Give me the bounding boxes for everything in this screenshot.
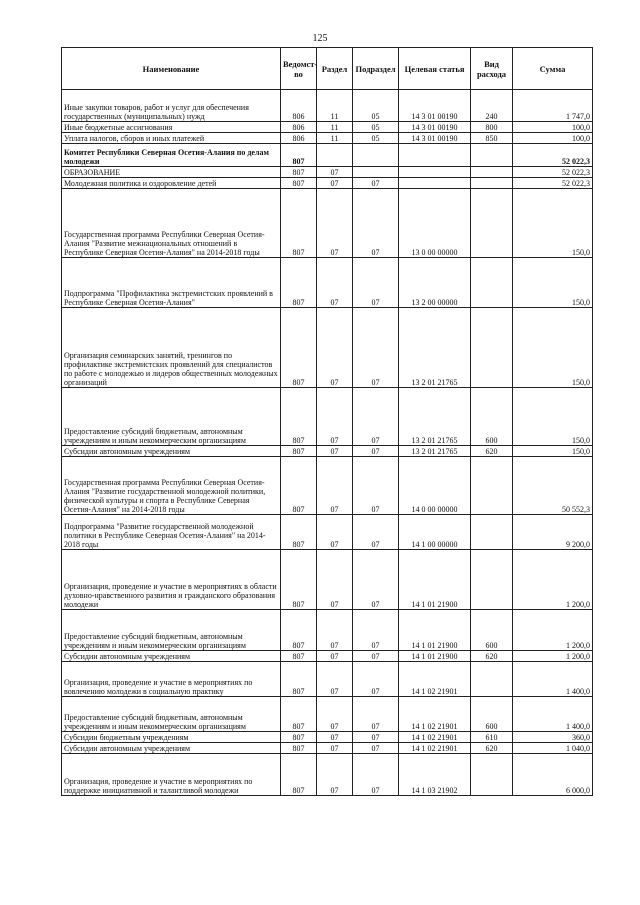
row-name: Государственная программа Республики Северная Осетия-Алания "Развитие межнациональных отношений в Республике Северная Осетия-Алания" на 2014-2018 годы bbox=[62, 189, 281, 258]
row-target: 14 1 02 21901 bbox=[399, 732, 471, 743]
row-section: 07 bbox=[317, 651, 353, 662]
row-sum: 360,0 bbox=[513, 732, 593, 743]
table-row bbox=[62, 662, 593, 697]
row-sum: 1 747,0 bbox=[513, 90, 593, 122]
budget-table bbox=[61, 47, 593, 796]
row-section: 11 bbox=[317, 133, 353, 144]
row-target: 14 1 00 00000 bbox=[399, 515, 471, 550]
table-row bbox=[62, 189, 593, 258]
row-subsection: 07 bbox=[353, 446, 399, 457]
row-dept: 806 bbox=[281, 90, 317, 122]
row-subsection: 07 bbox=[353, 258, 399, 308]
row-dept: 807 bbox=[281, 167, 317, 178]
header-name: Наименование bbox=[62, 48, 281, 90]
row-exptype bbox=[471, 167, 513, 178]
row-section: 11 bbox=[317, 122, 353, 133]
row-target bbox=[399, 144, 471, 167]
row-dept: 807 bbox=[281, 697, 317, 732]
row-sum: 9 200,0 bbox=[513, 515, 593, 550]
row-dept: 807 bbox=[281, 662, 317, 697]
row-dept: 807 bbox=[281, 178, 317, 189]
row-subsection: 05 bbox=[353, 122, 399, 133]
row-name: Подпрограмма "Развитие государственной молодежной политики в Республике Северная Осетия-Алания" на 2014-2018 годы bbox=[62, 515, 281, 550]
row-target: 14 0 00 00000 bbox=[399, 457, 471, 515]
row-exptype bbox=[471, 754, 513, 796]
row-subsection: 07 bbox=[353, 651, 399, 662]
row-exptype bbox=[471, 178, 513, 189]
row-name: Комитет Республики Северная Осетия-Алания по делам молодежи bbox=[62, 144, 281, 167]
row-dept: 807 bbox=[281, 308, 317, 388]
table-row bbox=[62, 515, 593, 550]
table-row bbox=[62, 258, 593, 308]
row-section: 07 bbox=[317, 610, 353, 651]
row-name: Иные закупки товаров, работ и услуг для обеспечения государственных (муниципальных) нужд bbox=[62, 90, 281, 122]
row-subsection: 07 bbox=[353, 189, 399, 258]
row-section: 07 bbox=[317, 662, 353, 697]
row-name: Подпрограмма "Профилактика экстремистских проявлений в Республике Северная Осетия-Алания" bbox=[62, 258, 281, 308]
row-exptype bbox=[471, 189, 513, 258]
row-dept: 807 bbox=[281, 610, 317, 651]
row-dept: 807 bbox=[281, 651, 317, 662]
row-name: Субсидии автономным учреждениям bbox=[62, 446, 281, 457]
table-row bbox=[62, 457, 593, 515]
row-dept: 807 bbox=[281, 446, 317, 457]
row-exptype: 240 bbox=[471, 90, 513, 122]
row-subsection: 07 bbox=[353, 610, 399, 651]
row-sum: 1 040,0 bbox=[513, 743, 593, 754]
row-target: 14 1 03 21902 bbox=[399, 754, 471, 796]
row-subsection: 07 bbox=[353, 515, 399, 550]
row-section bbox=[317, 144, 353, 167]
row-dept: 807 bbox=[281, 515, 317, 550]
row-name: Уплата налогов, сборов и иных платежей bbox=[62, 133, 281, 144]
row-exptype bbox=[471, 308, 513, 388]
row-section: 07 bbox=[317, 189, 353, 258]
header-sum: Сумма bbox=[513, 48, 593, 90]
header-subsection: Подраздел bbox=[353, 48, 399, 90]
row-target: 13 2 00 00000 bbox=[399, 258, 471, 308]
row-name: Предоставление субсидий бюджетным, автономным учреждениям и иным некоммерческим организациям bbox=[62, 697, 281, 732]
row-subsection bbox=[353, 144, 399, 167]
header-exptype: Вид расхода bbox=[471, 48, 513, 90]
header-dept: Ведомст-во bbox=[281, 48, 317, 90]
row-exptype bbox=[471, 515, 513, 550]
row-exptype: 600 bbox=[471, 388, 513, 446]
row-dept: 807 bbox=[281, 189, 317, 258]
row-target bbox=[399, 167, 471, 178]
row-exptype: 620 bbox=[471, 743, 513, 754]
row-subsection: 07 bbox=[353, 178, 399, 189]
row-name: Организация семинарских занятий, тренингов по профилактике экстремистских проявлений для специалистов по работе с молодежью и лидеров общественных молодежных организаций bbox=[62, 308, 281, 388]
row-sum: 150,0 bbox=[513, 388, 593, 446]
table-row bbox=[62, 133, 593, 144]
row-name: Предоставление субсидий бюджетным, автономным учреждениям и иным некоммерческим организациям bbox=[62, 388, 281, 446]
row-sum: 6 000,0 bbox=[513, 754, 593, 796]
table-row bbox=[62, 610, 593, 651]
row-section: 07 bbox=[317, 457, 353, 515]
row-sum: 52 022,3 bbox=[513, 178, 593, 189]
table-row bbox=[62, 697, 593, 732]
row-name: Государственная программа Республики Северная Осетия-Алания "Развитие государственной молодежной политики, физической культуры и спорта в Республике Северная Осетия-Алания" на 2014-2018 годы bbox=[62, 457, 281, 515]
row-sum: 1 200,0 bbox=[513, 651, 593, 662]
row-sum: 150,0 bbox=[513, 308, 593, 388]
row-name: Субсидии автономным учреждениям bbox=[62, 743, 281, 754]
row-section: 07 bbox=[317, 308, 353, 388]
row-subsection: 07 bbox=[353, 743, 399, 754]
row-exptype bbox=[471, 457, 513, 515]
row-dept: 807 bbox=[281, 457, 317, 515]
table-row bbox=[62, 651, 593, 662]
row-dept: 807 bbox=[281, 144, 317, 167]
row-sum: 1 200,0 bbox=[513, 610, 593, 651]
table-row bbox=[62, 550, 593, 610]
row-subsection: 07 bbox=[353, 754, 399, 796]
row-target: 13 2 01 21765 bbox=[399, 308, 471, 388]
row-name: Субсидии автономным учреждениям bbox=[62, 651, 281, 662]
row-sum: 150,0 bbox=[513, 189, 593, 258]
row-target: 14 1 01 21900 bbox=[399, 550, 471, 610]
row-section: 07 bbox=[317, 754, 353, 796]
row-sum: 1 400,0 bbox=[513, 662, 593, 697]
row-sum: 50 552,3 bbox=[513, 457, 593, 515]
row-dept: 807 bbox=[281, 754, 317, 796]
row-dept: 807 bbox=[281, 550, 317, 610]
row-name: Организация, проведение и участие в мероприятиях по вовлечению молодежи в социальную практику bbox=[62, 662, 281, 697]
table-row bbox=[62, 743, 593, 754]
row-subsection: 07 bbox=[353, 697, 399, 732]
row-section: 07 bbox=[317, 178, 353, 189]
row-exptype: 610 bbox=[471, 732, 513, 743]
row-subsection: 07 bbox=[353, 388, 399, 446]
header-target: Целевая статья bbox=[399, 48, 471, 90]
row-section: 07 bbox=[317, 167, 353, 178]
row-target: 14 1 02 21901 bbox=[399, 697, 471, 732]
row-target: 14 1 01 21900 bbox=[399, 651, 471, 662]
row-name: Организация, проведение и участие в мероприятиях в области духовно-нравственного развития и гражданского образования молодежи bbox=[62, 550, 281, 610]
row-subsection: 07 bbox=[353, 662, 399, 697]
row-sum: 52 022,3 bbox=[513, 167, 593, 178]
row-section: 07 bbox=[317, 515, 353, 550]
table-row bbox=[62, 178, 593, 189]
row-name: Предоставление субсидий бюджетным, автономным учреждениям и иным некоммерческим организациям bbox=[62, 610, 281, 651]
row-name: ОБРАЗОВАНИЕ bbox=[62, 167, 281, 178]
row-subsection: 07 bbox=[353, 732, 399, 743]
row-name: Организация, проведение и участие в мероприятиях по поддержке инициативной и талантливой молодежи bbox=[62, 754, 281, 796]
row-sum: 150,0 bbox=[513, 258, 593, 308]
row-dept: 807 bbox=[281, 732, 317, 743]
row-target: 14 3 01 00190 bbox=[399, 90, 471, 122]
row-sum: 150,0 bbox=[513, 446, 593, 457]
row-target: 13 2 01 21765 bbox=[399, 388, 471, 446]
row-dept: 806 bbox=[281, 122, 317, 133]
row-section: 07 bbox=[317, 446, 353, 457]
row-name: Иные бюджетные ассигнования bbox=[62, 122, 281, 133]
table-row bbox=[62, 308, 593, 388]
row-sum: 100,0 bbox=[513, 122, 593, 133]
row-target: 14 1 02 21901 bbox=[399, 743, 471, 754]
row-target: 14 3 01 00190 bbox=[399, 122, 471, 133]
row-section: 07 bbox=[317, 732, 353, 743]
row-target: 14 1 01 21900 bbox=[399, 610, 471, 651]
table-row bbox=[62, 732, 593, 743]
row-exptype: 620 bbox=[471, 446, 513, 457]
row-dept: 807 bbox=[281, 743, 317, 754]
row-exptype bbox=[471, 662, 513, 697]
row-target: 14 3 01 00190 bbox=[399, 133, 471, 144]
row-sum: 52 022,3 bbox=[513, 144, 593, 167]
row-sum: 100,0 bbox=[513, 133, 593, 144]
header-section: Раздел bbox=[317, 48, 353, 90]
row-target bbox=[399, 178, 471, 189]
table-row bbox=[62, 167, 593, 178]
table-row bbox=[62, 122, 593, 133]
row-subsection: 07 bbox=[353, 308, 399, 388]
row-exptype bbox=[471, 144, 513, 167]
row-dept: 807 bbox=[281, 258, 317, 308]
table-row bbox=[62, 446, 593, 457]
row-exptype: 620 bbox=[471, 651, 513, 662]
row-exptype: 600 bbox=[471, 697, 513, 732]
row-exptype: 850 bbox=[471, 133, 513, 144]
row-subsection: 07 bbox=[353, 457, 399, 515]
page-number: 125 bbox=[312, 33, 328, 44]
row-sum: 1 200,0 bbox=[513, 550, 593, 610]
row-sum: 1 400,0 bbox=[513, 697, 593, 732]
row-target: 14 1 02 21901 bbox=[399, 662, 471, 697]
row-subsection: 05 bbox=[353, 133, 399, 144]
row-dept: 806 bbox=[281, 133, 317, 144]
row-exptype: 800 bbox=[471, 122, 513, 133]
row-section: 07 bbox=[317, 697, 353, 732]
row-dept: 807 bbox=[281, 388, 317, 446]
row-section: 11 bbox=[317, 90, 353, 122]
table-row bbox=[62, 754, 593, 796]
row-section: 07 bbox=[317, 388, 353, 446]
table-row bbox=[62, 388, 593, 446]
row-name: Молодежная политика и оздоровление детей bbox=[62, 178, 281, 189]
row-target: 13 2 01 21765 bbox=[399, 446, 471, 457]
row-exptype bbox=[471, 258, 513, 308]
row-subsection: 05 bbox=[353, 90, 399, 122]
row-subsection: 07 bbox=[353, 550, 399, 610]
row-name: Субсидии бюджетным учреждениям bbox=[62, 732, 281, 743]
row-exptype bbox=[471, 550, 513, 610]
row-section: 07 bbox=[317, 550, 353, 610]
row-subsection bbox=[353, 167, 399, 178]
table-header-row bbox=[62, 48, 593, 90]
table-row bbox=[62, 90, 593, 122]
row-section: 07 bbox=[317, 743, 353, 754]
table-row bbox=[62, 144, 593, 167]
row-exptype: 600 bbox=[471, 610, 513, 651]
row-section: 07 bbox=[317, 258, 353, 308]
row-target: 13 0 00 00000 bbox=[399, 189, 471, 258]
